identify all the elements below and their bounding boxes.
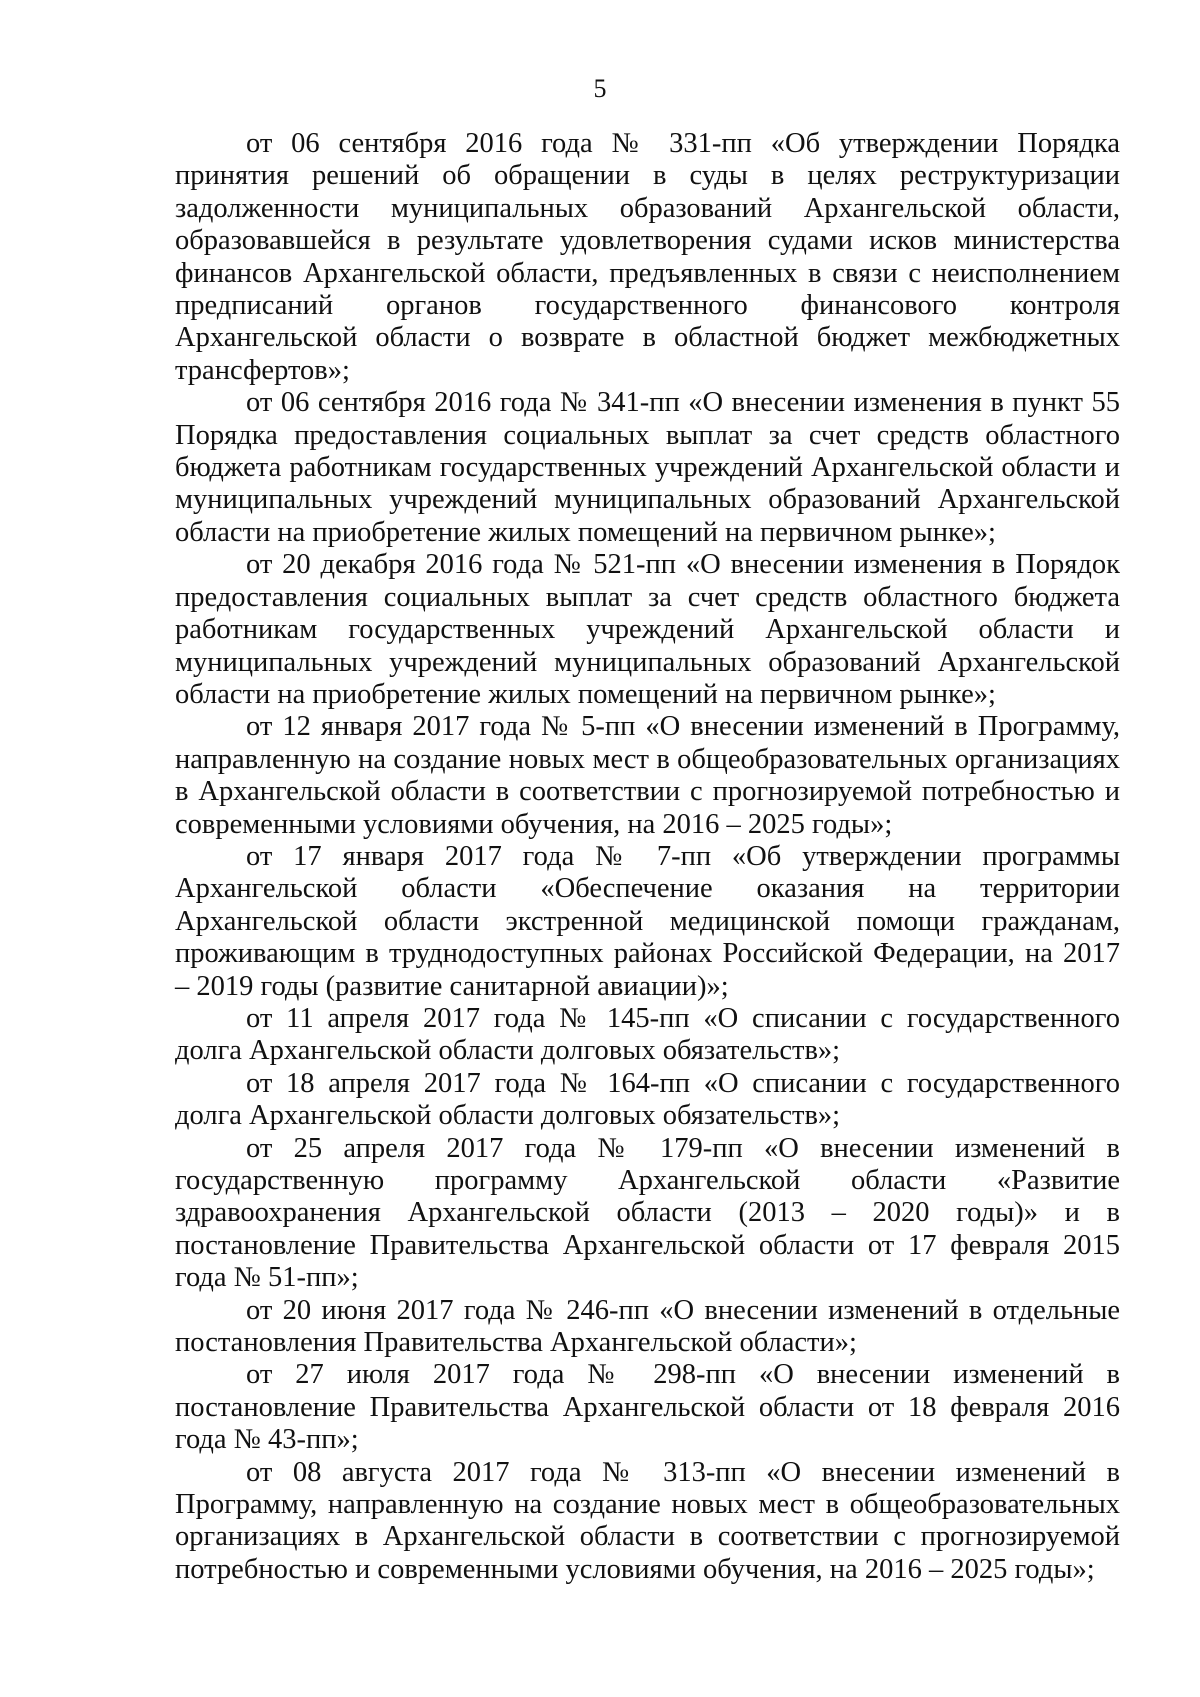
paragraph: от 20 декабря 2016 года № 521-пп «О внесении изменения в Порядок предоставления социальных выплат за счет средств областного бюджета работникам государственных учреждений Архангельской области и муниципальных учреждений муниципальных образований Архангельской области на приобретение жилых помещений на первичном рынке»;: [175, 549, 1120, 710]
page-number: 5: [593, 74, 607, 103]
paragraph: от 20 июня 2017 года № 246-пп «О внесении изменений в отдельные постановления Правительства Архангельской области»;: [175, 1294, 1120, 1359]
document-body: [175, 128, 1120, 1586]
paragraph: от 17 января 2017 года № 7-пп «Об утверждении программы Архангельской области «Обеспечение оказания на территории Архангельской области экстренной медицинской помощи гражданам, проживающим в труднодоступных районах Российской Федерации, на 2017 – 2019 годы (развитие санитарной авиации)»;: [175, 840, 1120, 1002]
paragraph: от 06 сентября 2016 года № 341-пп «О внесении изменения в пункт 55 Порядка предоставления социальных выплат за счет средств областного бюджета работникам государственных учреждений Архангельской области и муниципальных учреждений муниципальных образований Архангельской области на приобретение жилых помещений на первичном рынке»;: [175, 387, 1120, 548]
paragraph: от 06 сентября 2016 года № 331-пп «Об утверждении Порядка принятия решений об обращении в суды в целях реструктуризации задолженности муниципальных образований Архангельской области, образовавшейся в результате удовлетворения судами исков министерства финансов Архангельской области, предъявленных в связи с неисполнением предписаний органов государственного финансового контроля Архангельской области о возврате в областной бюджет межбюджетных трансфертов»;: [175, 128, 1120, 386]
paragraph: от 12 января 2017 года № 5-пп «О внесении изменений в Программу, направленную на создание новых мест в общеобразовательных организациях в Архангельской области в соответствии с прогнозируемой потребностью и современными условиями обучения, на 2016 – 2025 годы»;: [175, 711, 1120, 840]
paragraph: от 18 апреля 2017 года № 164-пп «О списании с государственного долга Архангельской области долговых обязательств»;: [175, 1067, 1120, 1132]
paragraph: от 27 июля 2017 года № 298-пп «О внесении изменений в постановление Правительства Архангельской области от 18 февраля 2016 года № 43-пп»;: [175, 1359, 1120, 1456]
paragraph: от 25 апреля 2017 года № 179-пп «О внесении изменений в государственную программу Архангельской области «Развитие здравоохранения Архангельской области (2013 – 2020 годы)» и в постановление Правительства Архангельской области от 17 февраля 2015 года № 51-пп»;: [175, 1132, 1120, 1294]
paragraph: от 11 апреля 2017 года № 145-пп «О списании с государственного долга Архангельской области долговых обязательств»;: [175, 1002, 1120, 1067]
paragraph: от 08 августа 2017 года № 313-пп «О внесении изменений в Программу, направленную на создание новых мест в общеобразовательных организациях в Архангельской области в соответствии с прогнозируемой потребностью и современными условиями обучения, на 2016 – 2025 годы»;: [175, 1456, 1120, 1585]
